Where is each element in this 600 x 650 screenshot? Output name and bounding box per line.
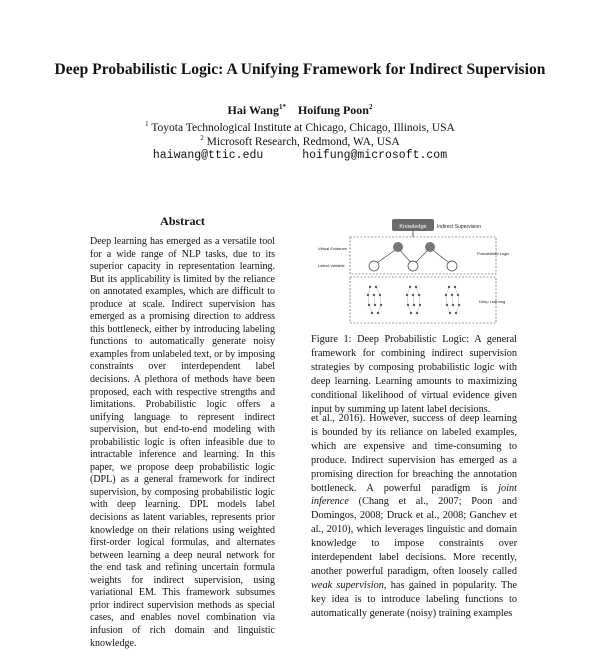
body-paragraph: et al., 2016). However, success of deep learning is bounded by its reliance on labeled examples, which are expensive and time-consuming to produce. Indirect supervision has emerged as a promising direction for breaching the annotation bottleneck. A powerful paradigm is [311, 413, 517, 494]
author-name: Hoifung Poon [297, 103, 369, 117]
body-paragraph: (Chang et al., 2007; Poon and Domingos, 2008; Druck et al., 2008; Ganchev et al., 2010), which leverages linguistic and domain knowledge to impose constraints over interdependent label decisions. More recently, another powerful paradigm, often loosely called [311, 496, 517, 577]
emails [0, 149, 600, 162]
knowledge-label: Knowledge [399, 224, 427, 230]
paper-title: Deep Probabilistic Logic: A Unifying Framework for Indirect Supervision [54, 61, 546, 78]
emphasis-term: weak supervision [311, 579, 384, 591]
figure-caption: Figure 1: Deep Probabilistic Logic: A general framework for combining indirect supervision strategies by composing probabilistic logic with deep learning. Learning amounts to maximizing conditional likelihood of virtual evidence given input by summing up latent label decisions. [311, 334, 517, 415]
probabilistic-logic-label: Probabilistic Logic [477, 251, 510, 256]
affiliation-text: Toyota Technological Institute at Chicago, Chicago, Illinois, USA [151, 121, 455, 134]
figure-1-diagram [314, 217, 514, 325]
latent-variable-node [369, 261, 379, 271]
author-mark: 1* [278, 103, 286, 111]
abstract-text: Deep learning has emerged as a versatile tool for a wide range of NLP tasks, due to its superior capacity in representation learning. But its applicability is limited by the reliance on annotated examples, which are difficult to produce at scale. Indirect supervision has emerged as a promising direction to address this bottleneck, either by introducing labeling functions to automatically generate noisy examples from unlabeled text, or by imposing constraints over interdependent label decisions. A plethora of methods have been proposed, each with respective strengths and limitations. Probabilistic logic offers a unifying language to represent indirect supervision, but end-to-end modeling with probabilistic logic is often infeasible due to intractable inference and learning. In this paper, we propose deep probabilistic logic (DPL) as a general framework for indirect supervision, by composing probabilistic logic with deep learning. DPL models label decisions as latent variables, represents prior knowledge on their relations using weighted first-order logical formulas, and alternates between learning a deep neural network for the end task and refining uncertain formula weights for indirect supervision, using variational EM. This framework subsumes prior indirect supervision methods as special cases, and enables novel combination via infusion of rich domain and linguistic knowledge. [90, 236, 275, 649]
body-paragraph: , has gained in popularity. The key idea is to introduce labeling functions to automatically generate (noisy) training examples [311, 579, 517, 619]
virtual-evidence-node [393, 242, 403, 252]
author-line [0, 103, 600, 118]
author-mark: 2 [368, 103, 373, 111]
abstract-heading: Abstract [160, 214, 205, 228]
email-link[interactable]: haiwang@ttic.edu [152, 149, 264, 162]
neural-network-edges [368, 287, 459, 313]
deep-learning-box [350, 277, 496, 323]
affiliation [0, 134, 600, 148]
email-link[interactable]: hoifung@microsoft.com [302, 149, 448, 162]
affiliation-mark: 2 [200, 134, 204, 142]
author-name: Hai Wang [227, 103, 279, 117]
latent-variable-label: Latent Variable [318, 263, 345, 268]
body-text [311, 412, 517, 621]
deep-learning-label: Deep Learning [479, 299, 506, 304]
affiliation-mark: 1 [145, 120, 149, 128]
virtual-evidence-label: Virtual Evidence [318, 246, 347, 251]
latent-variable-node [447, 261, 457, 271]
emphasis-term: joint inference [311, 482, 517, 508]
latent-variable-node [408, 261, 418, 271]
virtual-evidence-node [425, 242, 435, 252]
affiliation [0, 120, 600, 134]
indirect-supervision-label: Indirect Supervision [437, 224, 481, 230]
affiliation-text: Microsoft Research, Redmond, WA, USA [206, 135, 400, 148]
